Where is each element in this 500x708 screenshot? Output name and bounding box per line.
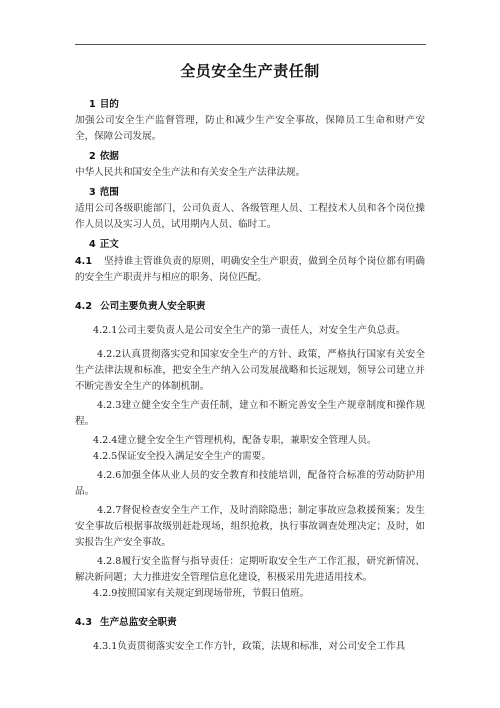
item-number: 4.2.6 bbox=[97, 470, 122, 481]
list-item bbox=[89, 639, 425, 655]
list-item bbox=[75, 554, 425, 586]
subsection-number: 4.2 bbox=[75, 301, 92, 312]
item-number: 4.2.2 bbox=[97, 349, 122, 360]
list-item bbox=[75, 347, 425, 395]
list-item bbox=[75, 468, 425, 500]
subsection-title: 生产总监安全职责 bbox=[100, 617, 177, 628]
section-title: 目的 bbox=[99, 99, 119, 110]
item-text: 建立健全安全生产责任制，建立和不断完善安全生产规章制度和操作规程。 bbox=[75, 400, 425, 427]
item-number: 4.2.7 bbox=[97, 505, 122, 516]
subsection-heading-4-3 bbox=[75, 614, 425, 631]
section-body: 适用公司各级职能部门，公司负责人、各级管理人员、工程技术人员和各个岗位操作人员以及实习人员，试用期内人员、临时工。 bbox=[75, 203, 425, 230]
document-body bbox=[75, 96, 425, 655]
document-title: 全员安全生产责任制 bbox=[180, 62, 320, 80]
item-number: 4.2.9 bbox=[93, 588, 118, 599]
item-number: 4.2.8 bbox=[97, 556, 122, 567]
item-text: 建立健全安全生产管理机构，配备专职，兼职安全管理人员。 bbox=[117, 435, 377, 446]
header-rule bbox=[75, 44, 426, 45]
clause-4-1 bbox=[75, 253, 425, 286]
subsection-number: 4.3 bbox=[75, 617, 92, 628]
list-item bbox=[89, 323, 425, 339]
clause-text: 坚持谁主管谁负责的原则，明确安全生产职责，做到全员每个岗位都有明确的安全生产职责并与相应的职务、岗位匹配。 bbox=[75, 256, 425, 283]
item-text: 履行安全监督与指导责任：定期听取安全生产工作汇报，研究新情况、解决新问题；大力推进安全管理信息化建设，积极采用先进适用技术。 bbox=[75, 556, 425, 583]
subsection-heading-4-2 bbox=[75, 298, 425, 315]
item-text: 按照国家有关规定到现场带班，节假日值班。 bbox=[117, 588, 310, 599]
item-text: 加强全体从业人员的安全教育和技能培训，配备符合标准的劳动防护用品。 bbox=[75, 470, 425, 497]
section-body: 中华人民共和国安全生产法和有关安全生产法律法规。 bbox=[75, 167, 306, 178]
list-item bbox=[89, 586, 425, 602]
list-item bbox=[89, 449, 425, 465]
subsection-title: 公司主要负责人安全职责 bbox=[100, 301, 206, 312]
section-title: 范围 bbox=[99, 187, 119, 198]
section-heading bbox=[89, 96, 425, 113]
section-number: 2 bbox=[89, 151, 96, 162]
item-number: 4.2.3 bbox=[97, 400, 122, 411]
item-number: 4.3.1 bbox=[93, 641, 118, 652]
list-item bbox=[75, 503, 425, 551]
section-number: 4 bbox=[89, 239, 96, 250]
item-text: 公司主要负责人是公司安全生产的第一责任人，对安全生产负总责。 bbox=[117, 325, 406, 336]
section-title: 依据 bbox=[99, 151, 119, 162]
section-heading bbox=[89, 148, 425, 165]
clause-number: 4.1 bbox=[75, 256, 92, 267]
item-number: 4.2.4 bbox=[93, 435, 118, 446]
list-item bbox=[89, 433, 425, 449]
section-heading bbox=[89, 236, 425, 253]
item-text: 保证安全投入满足安全生产的需要。 bbox=[117, 451, 271, 462]
item-text: 督促检查安全生产工作，及时消除隐患；制定事故应急救援预案；发生安全事故后根据事故级别赶赴现场，组织抢救，执行事故调查处理决定；及时，如实报告生产安全事故。 bbox=[75, 505, 425, 548]
section-heading bbox=[89, 184, 425, 201]
item-text: 负责贯彻落实安全工作方针，政策，法规和标准，对公司安全工作具 bbox=[117, 641, 406, 652]
section-title: 正文 bbox=[99, 239, 119, 250]
section-number: 1 bbox=[89, 99, 96, 110]
list-item bbox=[75, 398, 425, 430]
item-text: 认真贯彻落实党和国家安全生产的方针、政策，严格执行国家有关安全生产法律法规和标准，把安全生产纳入公司发展战略和长远规划，领导公司建立并不断完善安全生产的体制机制。 bbox=[75, 349, 425, 392]
item-number: 4.2.5 bbox=[93, 451, 118, 462]
section-number: 3 bbox=[89, 187, 96, 198]
section-body: 加强公司安全生产监督管理，防止和减少生产安全事故，保障员工生命和财产安全，保障公司发展。 bbox=[75, 115, 425, 142]
item-number: 4.2.1 bbox=[93, 325, 118, 336]
